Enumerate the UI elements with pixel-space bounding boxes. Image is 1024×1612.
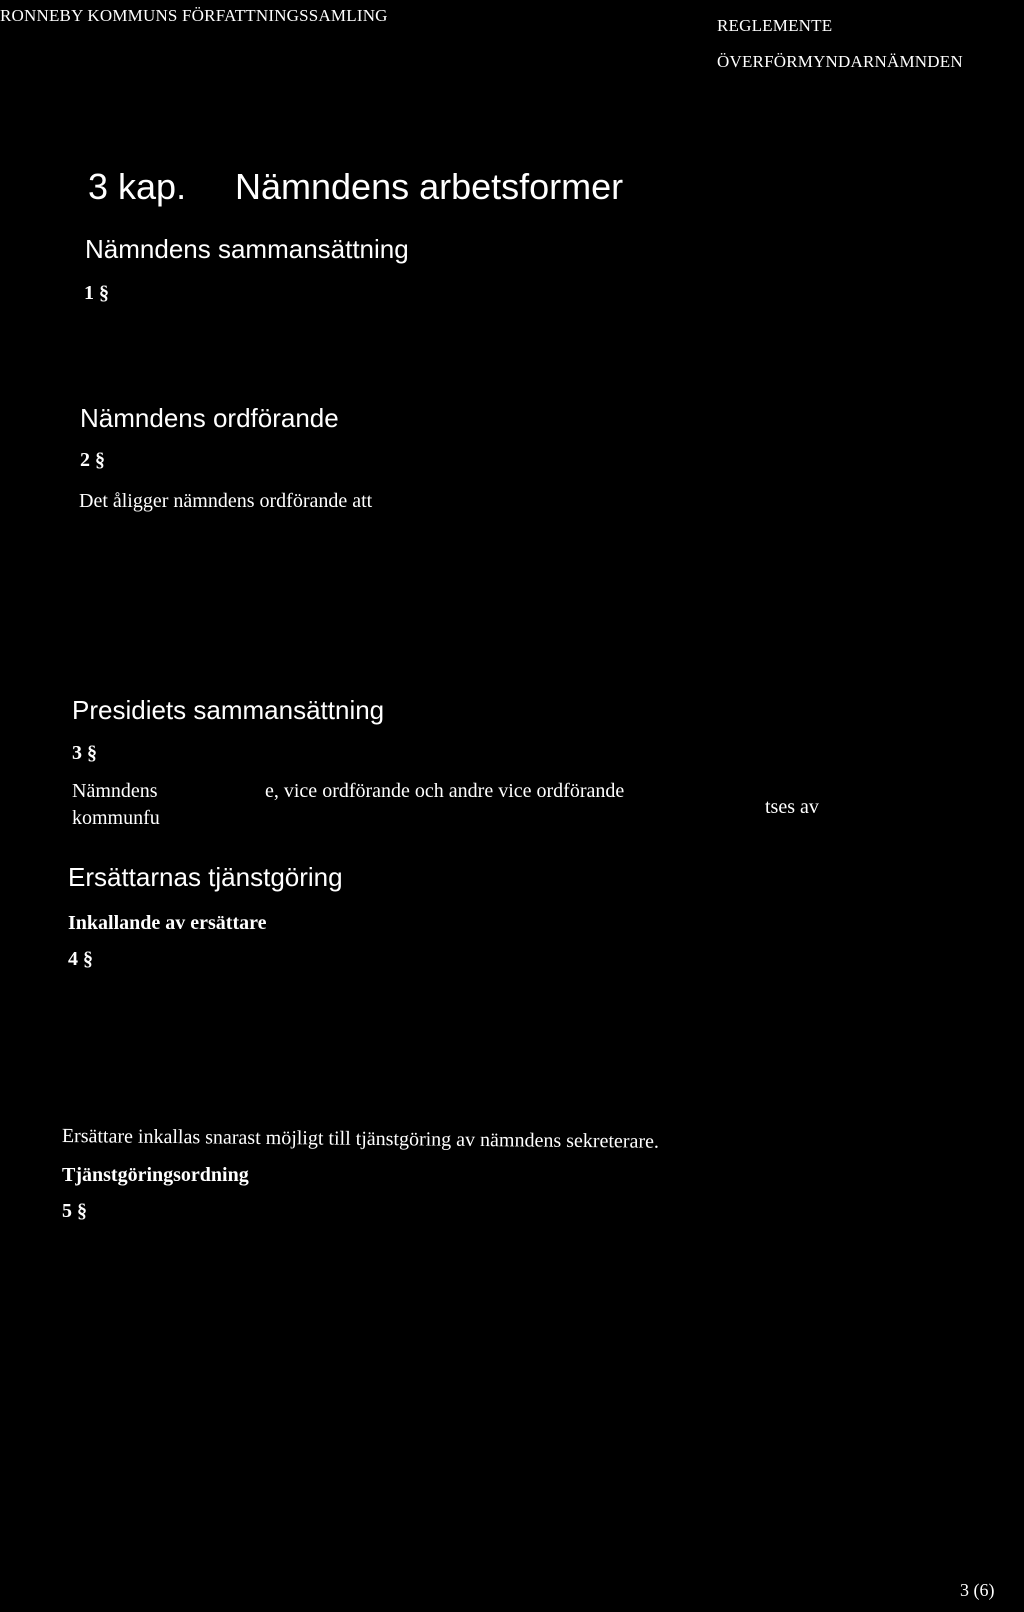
section-4-text: Ersättare inkallas snarast möjligt till tjänstgöring av nämndens sekreterare.	[61, 1125, 660, 1153]
section-heading-substitutes: Ersättarnas tjänstgöring	[68, 862, 343, 892]
section-heading-chairman: Nämndens ordförande	[80, 403, 339, 433]
paragraph-number-2: 2 §	[80, 449, 105, 471]
subheading-service-order: Tjänstgöringsordning	[62, 1164, 249, 1186]
section-2-text: Det åligger nämndens ordförande att	[79, 490, 373, 512]
section-3-text-end: tses av	[765, 796, 819, 818]
paragraph-number-1: 1 §	[84, 282, 109, 304]
section-heading-presidium: Presidiets sammansättning	[72, 695, 385, 725]
page-number: 3 (6)	[960, 1580, 995, 1600]
header-document-type: REGLEMENTE	[717, 16, 833, 35]
chapter-title: Nämndens arbetsformer	[235, 166, 624, 207]
paragraph-number-4: 4 §	[68, 948, 93, 970]
section-heading-board-composition: Nämndens sammansättning	[85, 234, 409, 264]
section-3-text-line2: kommunfu	[72, 807, 160, 829]
section-3-text-start: Nämndens	[72, 780, 158, 802]
header-collection-title: RONNEBY KOMMUNS FÖRFATTNINGSSAMLING	[0, 6, 388, 25]
section-3-text-middle: e, vice ordförande och andre vice ordförande	[265, 780, 625, 802]
header-board-name: ÖVERFÖRMYNDARNÄMNDEN	[717, 52, 963, 71]
paragraph-number-5: 5 §	[62, 1200, 87, 1222]
subheading-calling-substitutes: Inkallande av ersättare	[68, 912, 267, 934]
chapter-number: 3 kap.	[88, 166, 187, 207]
paragraph-number-3: 3 §	[72, 742, 97, 764]
